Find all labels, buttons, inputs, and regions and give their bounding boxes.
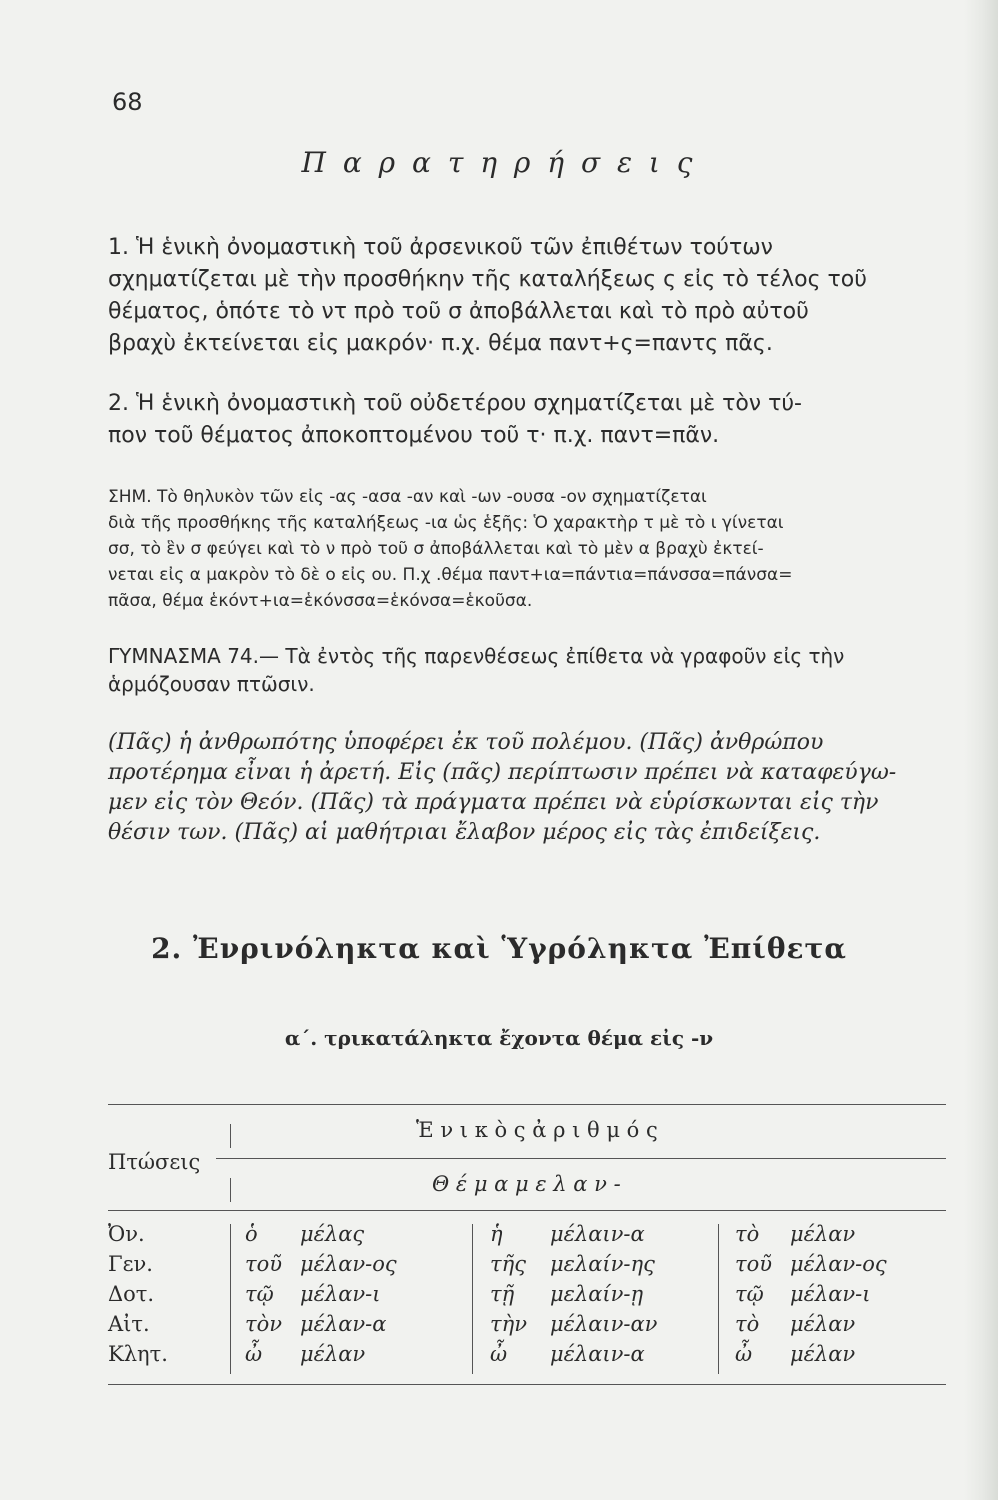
fem-form: μελαίν-ῃ xyxy=(550,1282,644,1306)
section-title: 2. Ἐνρινόληκτα καὶ Ὑγρόληκτα Ἐπίθετα xyxy=(151,932,847,965)
exercise-line: θέσιν των. (Πᾶς) αἱ μαθήτριαι ἔλαβον μέρος εἰς τὰς ἐπιδείξεις. xyxy=(108,820,821,845)
case-label: Αἰτ. xyxy=(108,1312,150,1336)
table-corner-label: Πτώσεις xyxy=(108,1150,201,1174)
paragraph-line: σχηματίζεται μὲ τὴν προσθήκην τῆς καταλήξεως ς εἰς τὸ τέλος τοῦ xyxy=(108,267,867,292)
note-block xyxy=(108,484,950,614)
masc-form: μέλας xyxy=(300,1222,365,1246)
masc-article: ὁ xyxy=(245,1222,258,1246)
neut-form: μέλαν xyxy=(790,1342,856,1366)
subsection-title: α΄. τρικατάληκτα ἔχοντα θέμα εἰς -ν xyxy=(284,1026,714,1050)
neut-form: μέλαν xyxy=(790,1222,856,1246)
paragraph-line: βραχὺ ἐκτείνεται εἰς μακρόν· π.χ. θέμα παντ+ς=παντς πᾶς. xyxy=(108,331,773,356)
header-divider xyxy=(230,1178,231,1202)
note-line: διὰ τῆς προσθήκης τῆς καταλήξεως -ια ὡς ἑξῆς: Ὁ χαρακτὴρ τ μὲ τὸ ι γίνεται xyxy=(108,513,784,533)
note-line: πᾶσα, θέμα ἑκόντ+ια=ἑκόνσσα=ἑκόνσα=ἑκοῦσα. xyxy=(108,591,533,611)
exercise-line: προτέρημα εἶναι ἡ ἀρετή. Εἰς (πᾶς) περίπτωσιν πρέπει νὰ καταφεύγω- xyxy=(108,760,897,785)
neut-form: μέλαν-ος xyxy=(790,1252,887,1276)
neut-article: τὸ xyxy=(735,1312,760,1336)
exercise-heading-line: ΓΥΜΝΑΣΜΑ 74.— Τὰ ἐντὸς τῆς παρενθέσεως ἐπίθετα νὰ γραφοῦν εἰς τὴν xyxy=(108,644,845,668)
masc-form: μέλαν-ι xyxy=(300,1282,381,1306)
fem-form: μέλαιν-αν xyxy=(550,1312,658,1336)
page-edge-shadow xyxy=(964,0,998,1500)
paragraph-line: 2. Ἡ ἑνικὴ ὀνομαστικὴ τοῦ οὐδετέρου σχηματίζεται μὲ τὸν τύ- xyxy=(108,391,802,416)
exercise-line: (Πᾶς) ἡ ἀνθρωπότης ὑποφέρει ἐκ τοῦ πολέμου. (Πᾶς) ἀνθρώπου xyxy=(108,730,824,755)
fem-form: μέλαιν-α xyxy=(550,1222,645,1246)
fem-form: μελαίν-ης xyxy=(550,1252,655,1276)
page-heading: Π α ρ α τ η ρ ή σ ε ι ς xyxy=(301,146,697,179)
fem-article: τῇ xyxy=(490,1282,515,1306)
note-line: σσ, τὸ ἓν σ φεύγει καὶ τὸ ν πρὸ τοῦ σ ἀποβάλλεται καὶ τὸ μὲν α βραχὺ ἐκτεί- xyxy=(108,539,764,559)
neut-article: ὦ xyxy=(735,1342,753,1366)
case-label: Γεν. xyxy=(108,1252,153,1276)
paragraph-line: 1. Ἡ ἑνικὴ ὀνομαστικὴ τοῦ ἀρσενικοῦ τῶν ἐπιθέτων τούτων xyxy=(108,235,773,260)
masc-form: μέλαν-ος xyxy=(300,1252,397,1276)
fem-article: ὦ xyxy=(490,1342,508,1366)
header-divider xyxy=(230,1124,231,1148)
table-rule-top xyxy=(108,1104,946,1105)
masc-article: τῷ xyxy=(245,1282,274,1306)
paragraph-2 xyxy=(108,388,950,452)
neut-article: τὸ xyxy=(735,1222,760,1246)
masc-form: μέλαν-α xyxy=(300,1312,387,1336)
neut-form: μέλαν-ι xyxy=(790,1282,871,1306)
case-label: Κλητ. xyxy=(108,1342,168,1366)
masc-article: ὦ xyxy=(245,1342,263,1366)
column-divider xyxy=(472,1224,473,1374)
table-rule-mid xyxy=(216,1158,946,1159)
neut-article: τοῦ xyxy=(735,1252,773,1276)
neut-form: μέλαν xyxy=(790,1312,856,1336)
table-header-stem: Θ έ μ α μ ε λ α ν - xyxy=(432,1172,621,1196)
case-label: Ὀν. xyxy=(108,1222,145,1246)
note-line: ΣΗΜ. Τὸ θηλυκὸν τῶν εἰς -ας -ασα -αν καὶ -ων -ουσα -ον σχηματίζεται xyxy=(108,487,707,507)
exercise-heading xyxy=(108,642,950,698)
fem-article: ἡ xyxy=(490,1222,503,1246)
exercise-line: μεν εἰς τὸν Θεόν. (Πᾶς) τὰ πράγματα πρέπει νὰ εὑρίσκωνται εἰς τὴν xyxy=(108,790,879,815)
case-label: Δοτ. xyxy=(108,1282,155,1306)
paragraph-line: θέματος, ὁπότε τὸ ντ πρὸ τοῦ σ ἀποβάλλεται καὶ τὸ πρὸ αὐτοῦ xyxy=(108,299,809,324)
fem-form: μέλαιν-α xyxy=(550,1342,645,1366)
table-rule-bottom xyxy=(108,1384,946,1385)
column-divider xyxy=(718,1224,719,1374)
fem-article: τὴν xyxy=(490,1312,527,1336)
paragraph-1 xyxy=(108,232,950,360)
masc-article: τὸν xyxy=(245,1312,283,1336)
masc-article: τοῦ xyxy=(245,1252,283,1276)
column-divider xyxy=(230,1224,231,1374)
neut-article: τῷ xyxy=(735,1282,764,1306)
exercise-heading-line: ἁρμόζουσαν πτῶσιν. xyxy=(108,672,315,696)
paragraph-line: πον τοῦ θέματος ἀποκοπτομένου τοῦ τ· π.χ. παντ=πᾶν. xyxy=(108,423,720,448)
table-rule-head-bottom xyxy=(108,1210,946,1211)
fem-article: τῆς xyxy=(490,1252,526,1276)
table-header-number: Ἑ ν ι κ ὸ ς ἀ ρ ι θ μ ό ς xyxy=(416,1118,658,1142)
note-line: νεται εἰς α μακρὸν τὸ δὲ ο εἰς ου. Π.χ .θέμα παντ+ια=πάντια=πάνσσα=πάνσα= xyxy=(108,565,793,585)
masc-form: μέλαν xyxy=(300,1342,366,1366)
page-number: 68 xyxy=(112,88,143,116)
exercise-body xyxy=(108,728,950,848)
